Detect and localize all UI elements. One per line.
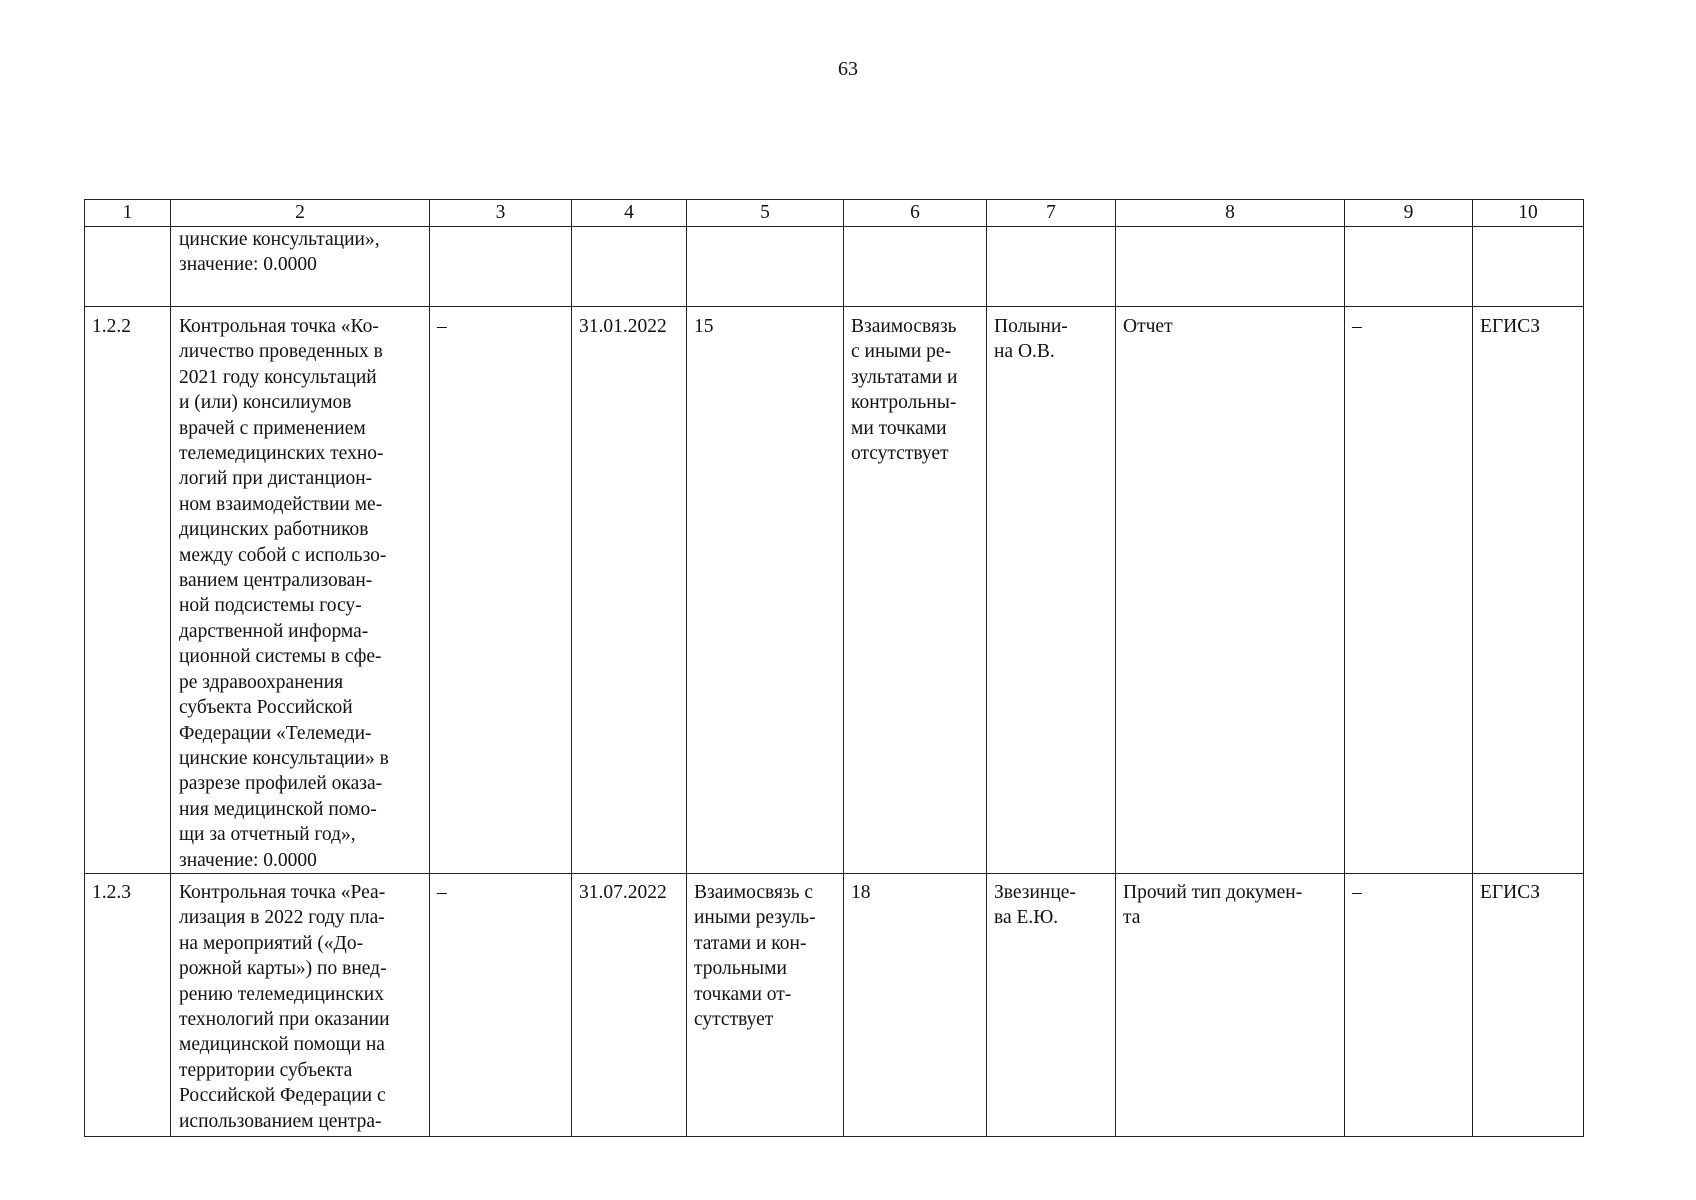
text-line: значение: 0.0000 (179, 849, 317, 871)
cell-date: 31.01.2022 (572, 307, 687, 874)
text-line: разрезе профилей оказа- (179, 773, 383, 795)
cell-col9 (1345, 227, 1473, 307)
text-line: ния медицинской помо- (179, 798, 377, 820)
table-row (85, 227, 1584, 307)
text-line: лизация в 2022 году пла- (179, 907, 385, 929)
text-line: Звезинце- (994, 881, 1076, 903)
cell-responsible (987, 227, 1116, 307)
text-line: ванием централизован- (179, 570, 373, 592)
text-line: контрольны- (851, 392, 957, 414)
cell-description (171, 227, 430, 307)
text-line: ва Е.Ю. (994, 907, 1059, 929)
text-line: Российской Федерации с (179, 1085, 386, 1107)
text-line: точками от- (694, 983, 792, 1005)
text-line: значение: 0.0000 (179, 254, 317, 276)
text-line: ми точками (851, 417, 947, 439)
cell-description (171, 307, 430, 874)
cell-system (1473, 227, 1584, 307)
text-line: Прочий тип докумен- (1123, 881, 1303, 903)
text-line: цинские консультации» в (179, 747, 389, 769)
cell-col6 (844, 873, 987, 1136)
text-line: личество проведенных в (179, 341, 383, 363)
text-line: логий при дистанцион- (179, 468, 373, 490)
cell-col3: – (430, 307, 572, 874)
text-line: на мероприятий («До- (179, 932, 364, 954)
text-line: рению телемедицинских (179, 983, 384, 1005)
text-line: Федерации «Телемеди- (179, 722, 372, 744)
text-line: Отчет (1123, 316, 1173, 337)
cell-col5 (687, 873, 844, 1136)
column-header: 10 (1473, 200, 1584, 227)
text-line: врачей с применением (179, 417, 366, 439)
text-line: Контрольная точка «Реа- (179, 881, 386, 903)
text-line: телемедицинских техно- (179, 443, 384, 465)
cell-date: 31.07.2022 (572, 873, 687, 1136)
column-header: 3 (430, 200, 572, 227)
text-line: 18 (851, 881, 871, 903)
text-line: Взаимосвязь с (694, 881, 814, 903)
text-line: Контрольная точка «Ко- (179, 316, 379, 337)
cell-doc-type (1116, 227, 1345, 307)
text-line: ре здравоохранения (179, 671, 344, 693)
text-line: 2021 году консультаций (179, 366, 377, 388)
cell-col5 (687, 307, 844, 874)
cell-responsible (987, 873, 1116, 1136)
plan-table (84, 199, 1584, 1137)
cell-description (171, 873, 430, 1136)
text-line: с иными ре- (851, 341, 952, 363)
text-line: отсутствует (851, 443, 949, 465)
cell-col6 (844, 307, 987, 874)
cell-system: ЕГИСЗ (1473, 307, 1584, 874)
column-header: 4 (572, 200, 687, 227)
cell-col3: – (430, 873, 572, 1136)
cell-col9: – (1345, 873, 1473, 1136)
text-line: Полыни- (994, 316, 1068, 337)
text-line: Взаимосвязь (851, 316, 957, 337)
cell-number: 1.2.3 (85, 873, 171, 1136)
cell-number: 1.2.2 (85, 307, 171, 874)
text-line: зультатами и (851, 366, 958, 388)
text-line: 15 (694, 316, 714, 337)
cell-system: ЕГИСЗ (1473, 873, 1584, 1136)
text-line: ной подсистемы госу- (179, 595, 362, 617)
text-line: дицинских работников (179, 519, 369, 541)
column-header: 8 (1116, 200, 1345, 227)
text-line: ционной системы в сфе- (179, 646, 382, 668)
text-line: медицинской помощи на (179, 1034, 385, 1056)
text-line: субъекта Российской (179, 697, 353, 719)
text-line: трольными (694, 958, 787, 980)
text-line: технологий при оказании (179, 1008, 390, 1030)
column-header: 1 (85, 200, 171, 227)
text-line: использованием центра- (179, 1110, 382, 1132)
table-row (85, 873, 1584, 1136)
text-line: территории субъекта (179, 1059, 353, 1081)
text-line: щи за отчетный год», (179, 824, 356, 846)
text-line: ном взаимодействии ме- (179, 493, 383, 515)
text-line: между собой с использо- (179, 544, 387, 566)
page-number: 63 (838, 58, 858, 80)
cell-responsible (987, 307, 1116, 874)
cell-doc-type (1116, 307, 1345, 874)
text-line: та (1123, 907, 1141, 929)
column-header: 9 (1345, 200, 1473, 227)
text-line: сутствует (694, 1008, 774, 1030)
cell-col6 (844, 227, 987, 307)
text-line: на О.В. (994, 341, 1055, 363)
cell-col5 (687, 227, 844, 307)
cell-doc-type (1116, 873, 1345, 1136)
cell-col3 (430, 227, 572, 307)
cell-date (572, 227, 687, 307)
text-line: дарственной информа- (179, 620, 369, 642)
table-row (85, 307, 1584, 874)
column-header: 5 (687, 200, 844, 227)
cell-number (85, 227, 171, 307)
text-line: татами и кон- (694, 932, 807, 954)
column-header: 6 (844, 200, 987, 227)
cell-col9: – (1345, 307, 1473, 874)
text-line: цинские консультации», (179, 229, 380, 250)
column-header: 7 (987, 200, 1116, 227)
table-header-row (85, 200, 1584, 227)
column-header: 2 (171, 200, 430, 227)
text-line: иными резуль- (694, 907, 816, 929)
text-line: и (или) консилиумов (179, 392, 352, 414)
text-line: рожной карты») по внед- (179, 958, 387, 980)
